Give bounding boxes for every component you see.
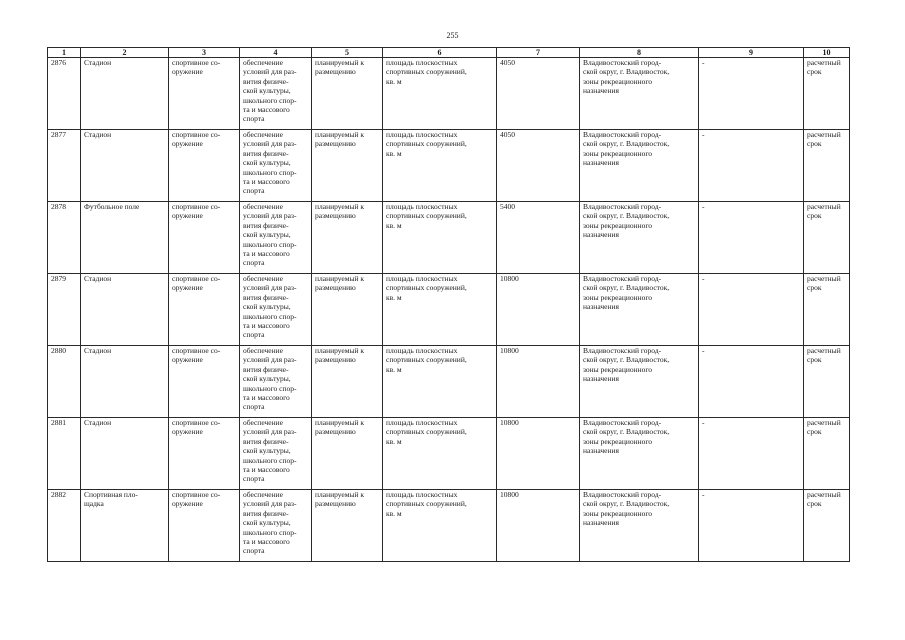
- status-cell: планируемый к размещению: [312, 58, 383, 130]
- term-cell: расчетный срок: [804, 202, 850, 274]
- zone-cell: -: [699, 490, 804, 562]
- object-type-cell: спортивное со- оружение: [169, 58, 240, 130]
- purpose-cell: обеспечение условий для раз- вития физиче- ской культуры, школьного спор- та и массового спорта: [240, 58, 312, 130]
- column-header: 2: [81, 48, 169, 58]
- location-cell: Владивостокский город- ской округ, г. Владивосток, зоны рекреационного назначения: [580, 346, 699, 418]
- object-name-cell: Стадион: [81, 130, 169, 202]
- column-header: 7: [497, 48, 580, 58]
- column-header: 5: [312, 48, 383, 58]
- location-cell: Владивостокский город- ской округ, г. Владивосток, зоны рекреационного назначения: [580, 274, 699, 346]
- object-type-cell: спортивное со- оружение: [169, 130, 240, 202]
- zone-cell: -: [699, 274, 804, 346]
- zone-cell: -: [699, 418, 804, 490]
- object-name-cell: Футбольное поле: [81, 202, 169, 274]
- value-cell: 10800: [497, 274, 580, 346]
- status-cell: планируемый к размещению: [312, 418, 383, 490]
- characteristic-cell: площадь плоскостных спортивных сооружений, кв. м: [383, 490, 497, 562]
- purpose-cell: обеспечение условий для раз- вития физиче- ской культуры, школьного спор- та и массового спорта: [240, 346, 312, 418]
- purpose-cell: обеспечение условий для раз- вития физиче- ской культуры, школьного спор- та и массового спорта: [240, 490, 312, 562]
- table-header-row: [48, 48, 850, 58]
- column-header: 3: [169, 48, 240, 58]
- table-row: [48, 346, 850, 418]
- value-cell: 10800: [497, 490, 580, 562]
- purpose-cell: обеспечение условий для раз- вития физиче- ской культуры, школьного спор- та и массового спорта: [240, 274, 312, 346]
- table-row: [48, 490, 850, 562]
- characteristic-cell: площадь плоскостных спортивных сооружений, кв. м: [383, 130, 497, 202]
- column-header: 9: [699, 48, 804, 58]
- status-cell: планируемый к размещению: [312, 130, 383, 202]
- page-number: 255: [446, 31, 459, 40]
- term-cell: расчетный срок: [804, 346, 850, 418]
- column-header: 8: [580, 48, 699, 58]
- table-row: [48, 418, 850, 490]
- term-cell: расчетный срок: [804, 274, 850, 346]
- characteristic-cell: площадь плоскостных спортивных сооружений, кв. м: [383, 274, 497, 346]
- characteristic-cell: площадь плоскостных спортивных сооружений, кв. м: [383, 58, 497, 130]
- table-row: [48, 130, 850, 202]
- purpose-cell: обеспечение условий для раз- вития физиче- ской культуры, школьного спор- та и массового спорта: [240, 130, 312, 202]
- status-cell: планируемый к размещению: [312, 202, 383, 274]
- zone-cell: -: [699, 346, 804, 418]
- location-cell: Владивостокский город- ской округ, г. Владивосток, зоны рекреационного назначения: [580, 130, 699, 202]
- table-row: [48, 58, 850, 130]
- location-cell: Владивостокский город- ской округ, г. Владивосток, зоны рекреационного назначения: [580, 418, 699, 490]
- column-header: 10: [804, 48, 850, 58]
- status-cell: планируемый к размещению: [312, 346, 383, 418]
- row-number-cell: 2881: [48, 418, 81, 490]
- zone-cell: -: [699, 58, 804, 130]
- object-name-cell: Стадион: [81, 274, 169, 346]
- value-cell: 5400: [497, 202, 580, 274]
- row-number-cell: 2882: [48, 490, 81, 562]
- status-cell: планируемый к размещению: [312, 490, 383, 562]
- column-header: 6: [383, 48, 497, 58]
- characteristic-cell: площадь плоскостных спортивных сооружений, кв. м: [383, 202, 497, 274]
- term-cell: расчетный срок: [804, 58, 850, 130]
- object-type-cell: спортивное со- оружение: [169, 418, 240, 490]
- object-type-cell: спортивное со- оружение: [169, 202, 240, 274]
- location-cell: Владивостокский город- ской округ, г. Владивосток, зоны рекреационного назначения: [580, 490, 699, 562]
- zone-cell: -: [699, 130, 804, 202]
- term-cell: расчетный срок: [804, 418, 850, 490]
- term-cell: расчетный срок: [804, 130, 850, 202]
- status-cell: планируемый к размещению: [312, 274, 383, 346]
- row-number-cell: 2876: [48, 58, 81, 130]
- value-cell: 10800: [497, 418, 580, 490]
- purpose-cell: обеспечение условий для раз- вития физиче- ской культуры, школьного спор- та и массового спорта: [240, 202, 312, 274]
- object-type-cell: спортивное со- оружение: [169, 346, 240, 418]
- location-cell: Владивостокский город- ской округ, г. Владивосток, зоны рекреационного назначения: [580, 58, 699, 130]
- column-header: 1: [48, 48, 81, 58]
- object-name-cell: Спортивная пло- щадка: [81, 490, 169, 562]
- object-name-cell: Стадион: [81, 418, 169, 490]
- object-name-cell: Стадион: [81, 58, 169, 130]
- row-number-cell: 2880: [48, 346, 81, 418]
- table-body: [48, 58, 850, 562]
- objects-table: [47, 47, 850, 562]
- characteristic-cell: площадь плоскостных спортивных сооружений, кв. м: [383, 418, 497, 490]
- location-cell: Владивостокский город- ской округ, г. Владивосток, зоны рекреационного назначения: [580, 202, 699, 274]
- characteristic-cell: площадь плоскостных спортивных сооружений, кв. м: [383, 346, 497, 418]
- object-name-cell: Стадион: [81, 346, 169, 418]
- term-cell: расчетный срок: [804, 490, 850, 562]
- object-type-cell: спортивное со- оружение: [169, 274, 240, 346]
- zone-cell: -: [699, 202, 804, 274]
- value-cell: 10800: [497, 346, 580, 418]
- value-cell: 4050: [497, 58, 580, 130]
- purpose-cell: обеспечение условий для раз- вития физиче- ской культуры, школьного спор- та и массового спорта: [240, 418, 312, 490]
- object-type-cell: спортивное со- оружение: [169, 490, 240, 562]
- row-number-cell: 2879: [48, 274, 81, 346]
- value-cell: 4050: [497, 130, 580, 202]
- table-row: [48, 274, 850, 346]
- table-row: [48, 202, 850, 274]
- row-number-cell: 2878: [48, 202, 81, 274]
- row-number-cell: 2877: [48, 130, 81, 202]
- column-header: 4: [240, 48, 312, 58]
